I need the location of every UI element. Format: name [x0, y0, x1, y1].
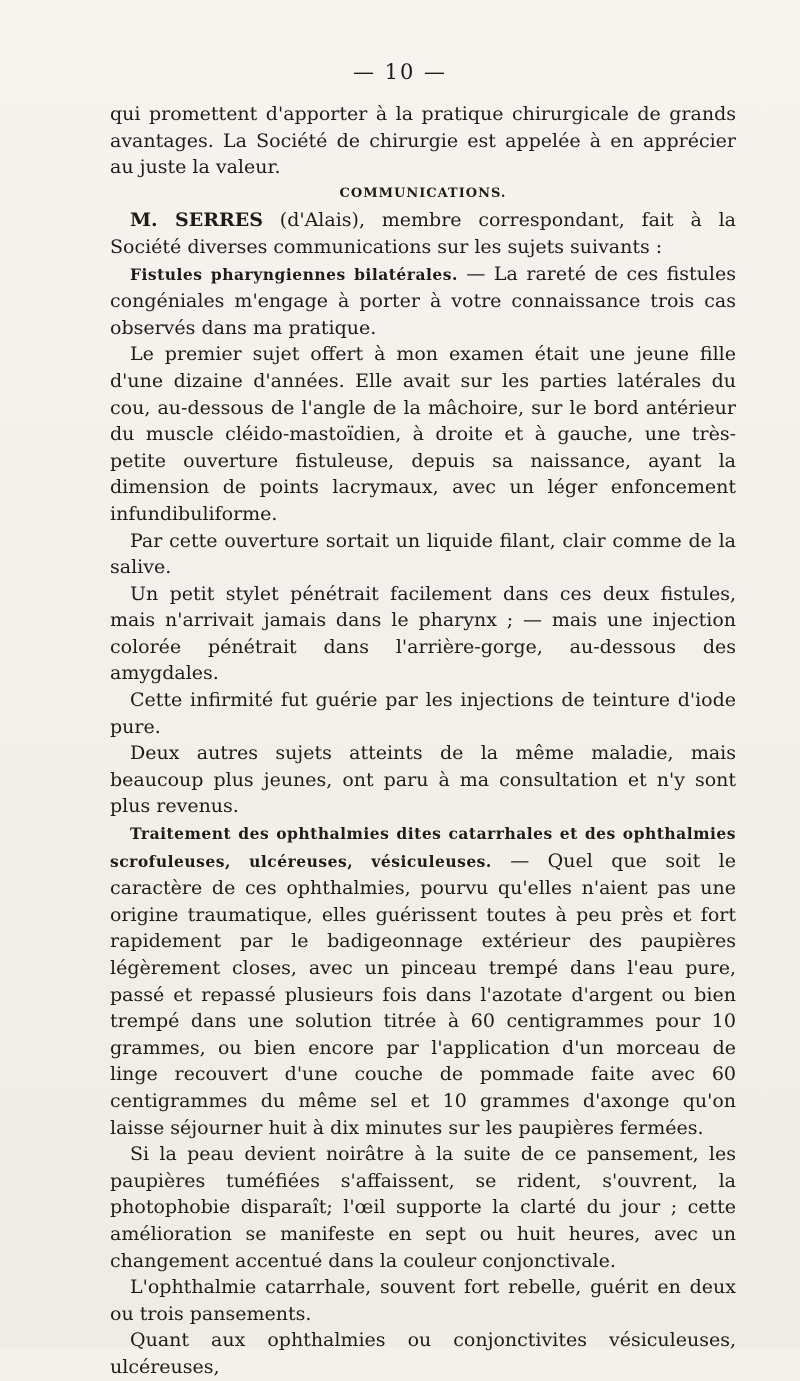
page-number: — 10 — — [352, 60, 448, 84]
topic-ophthalmies-title: Traitement des ophthalmies dites catarrhales et des ophthalmies scrofuleuses, ulcéreuses, vésiculeuses. — [110, 824, 736, 871]
paragraph-1: qui promettent d'apporter à la pratique chirurgicale de grands avantages. La Société de chirurgie est appelée à en apprécier au juste la valeur. — [110, 103, 736, 179]
body-text — [110, 101, 736, 1381]
paragraph-5: Par cette ouverture sortait un liquide filant, clair comme de la salive. — [110, 529, 736, 579]
paragraph-3 — [110, 261, 736, 342]
section-heading: COMMUNICATIONS. — [339, 185, 507, 201]
paragraph-6: Un petit stylet pénétrait facilement dans ces deux fistules, mais n'arrivait jamais dans le pharynx ; — mais une injection colorée pénétrait dans l'arrière-gorge, au-dessous des amygdales. — [110, 582, 736, 685]
paragraph-2-text: (d'Alais), membre correspondant, fait à la Société diverses communications sur les sujets suivants : — [110, 209, 736, 258]
paragraph-11: L'ophthalmie catarrhale, souvent fort rebelle, guérit en deux ou trois pansements. — [110, 1276, 736, 1325]
paragraph-10: Si la peau devient noirâtre à la suite de ce pansement, les paupières tuméfiées s'affaissent, se rident, s'ouvrent, la photophobie disparaît; l'œil supporte la clarté du jour ; cette amélioration se manifeste en sept ou huit heures, avec un changement accentué dans la couleur conjonctivale. — [110, 1143, 736, 1272]
paragraph-9-text: — Quel que soit le caractère de ces ophthalmies, pourvu qu'elles n'aient pas une origine traumatique, elles guérissent toutes à peu près et fort rapidement par le badigeonnage extérieur des paupières légèrement closes, avec un pinceau trempé dans l'eau pure, passé et repassé plusieurs fois dans l'azotate d'argent ou bien trempé dans une solution titrée à 60 centigrammes pour 10 grammes, ou bien encore par l'application d'un morceau de linge recouvert d'une couche de pommade faite avec 60 centigrammes du même sel et 10 grammes d'axonge qu'on laisse séjourner huit à dix minutes sur les paupières fermées. — [110, 849, 736, 1139]
paragraph-2 — [110, 207, 736, 260]
paragraph-8: Deux autres sujets atteints de la même maladie, mais beaucoup plus jeunes, ont paru à ma consultation et n'y sont plus revenus. — [110, 742, 736, 818]
paragraph-3-text: — La rareté de ces fistules congéniales m'engage à porter à votre connaissance trois cas observés dans ma pratique. — [110, 262, 736, 339]
paragraph-7: Cette infirmité fut guérie par les injections de teinture d'iode pure. — [110, 689, 736, 738]
paragraph-12: Quant aux ophthalmies ou conjonctivites vésiculeuses, ulcéreuses, — [110, 1329, 736, 1378]
topic-fistules-title: Fistules pharyngiennes bilatérales. — [130, 264, 458, 284]
paragraph-4: Le premier sujet offert à mon examen était une jeune fille d'une dizaine d'années. Elle avait sur les parties latérales du cou, au-dessous de l'angle de la mâchoire, sur le bord antérieur du muscle cléido-mastoïdien, à droite et à gauche, une très-petite ouverture fistuleuse, depuis sa naissance, ayant la dimension de points lacrymaux, avec un léger enfoncement infundibuliforme. — [110, 343, 736, 525]
author-name: M. SERRES — [130, 209, 263, 232]
paragraph-9 — [110, 820, 736, 1141]
